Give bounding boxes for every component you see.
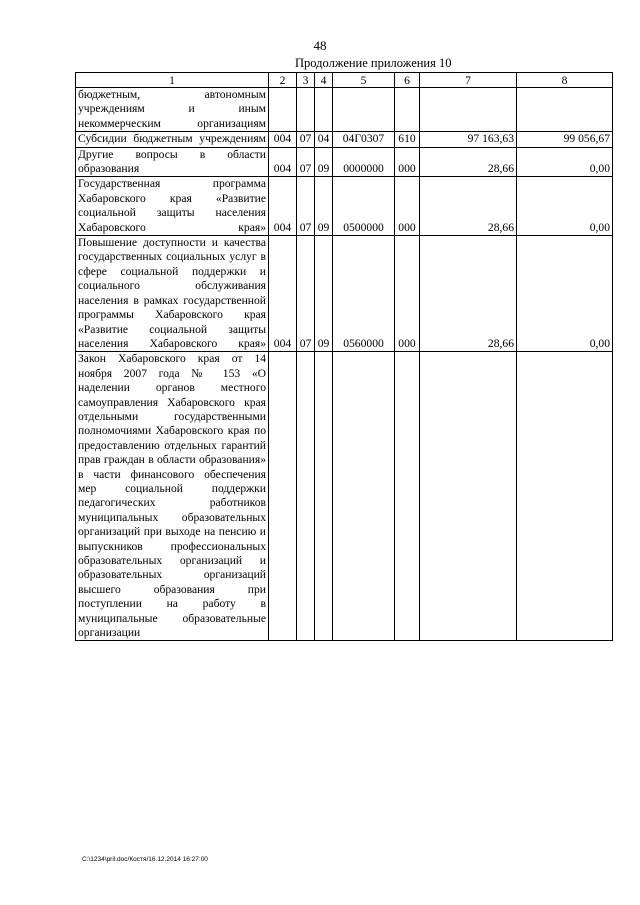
row-description: Государственная программа Хабаровского края «Развитие социальной защиты населения Хабаровского края» [76, 177, 269, 236]
cell-type: 000 [395, 177, 420, 236]
cell-amount-1: 28,66 [420, 177, 517, 236]
table-row [76, 177, 613, 236]
row-description: Другие вопросы в области образования [76, 147, 269, 177]
cell-target [333, 88, 395, 132]
cell-section: 07 [297, 132, 315, 147]
cell-subsection [315, 88, 333, 132]
cell-type: 000 [395, 147, 420, 177]
table-row [76, 147, 613, 177]
cell-amount-2 [517, 88, 613, 132]
table-row [76, 88, 613, 132]
cell-target: 0000000 [333, 147, 395, 177]
budget-table [75, 72, 613, 641]
cell-target: 0560000 [333, 236, 395, 352]
cell-amount-2: 0,00 [517, 177, 613, 236]
cell-type: 610 [395, 132, 420, 147]
cell-target [333, 352, 395, 641]
cell-amount-1: 28,66 [420, 236, 517, 352]
cell-subsection: 04 [315, 132, 333, 147]
page-number: 48 [313, 38, 327, 53]
cell-amount-1 [420, 352, 517, 641]
cell-code [269, 88, 297, 132]
cell-code: 004 [269, 236, 297, 352]
cell-amount-2: 99 056,67 [517, 132, 613, 147]
cell-amount-2: 0,00 [517, 236, 613, 352]
cell-amount-2 [517, 352, 613, 641]
table-subtitle: Продолжение приложения 10 [295, 56, 452, 70]
cell-amount-1 [420, 88, 517, 132]
cell-code: 004 [269, 177, 297, 236]
cell-amount-2: 0,00 [517, 147, 613, 177]
table-row [76, 236, 613, 352]
col-header-7: 7 [420, 73, 517, 88]
cell-section: 07 [297, 236, 315, 352]
cell-section [297, 352, 315, 641]
row-description: бюджетным, автономным учреждениям и иным некоммерческим организациям [76, 88, 269, 132]
col-header-8: 8 [517, 73, 613, 88]
col-header-5: 5 [333, 73, 395, 88]
row-description: Закон Хабаровского края от 14 ноября 2007 года № 153 «О наделении органов местного самоуправления Хабаровского края отдельными государственными полномочиями Хабаровского края по предоставлению отдельных гарантий прав граждан в области образования» в части финансового обеспечения мер социальной поддержки педагогических работников муниципальных образовательных организаций при выходе на пенсию и выпускников профессиональных образовательных организаций и образовательных организаций высшего образования при поступлении на работу в муниципальные образовательные организации [76, 352, 269, 641]
cell-subsection: 09 [315, 147, 333, 177]
cell-code [269, 352, 297, 641]
col-header-2: 2 [269, 73, 297, 88]
cell-section: 07 [297, 177, 315, 236]
cell-target: 04Г0307 [333, 132, 395, 147]
cell-section [297, 88, 315, 132]
cell-target: 0500000 [333, 177, 395, 236]
cell-type [395, 88, 420, 132]
cell-subsection: 09 [315, 236, 333, 352]
row-description: Субсидии бюджетным учреждениям [76, 132, 269, 147]
table-row [76, 132, 613, 147]
cell-amount-1: 28,66 [420, 147, 517, 177]
col-header-3: 3 [297, 73, 315, 88]
cell-type [395, 352, 420, 641]
cell-section: 07 [297, 147, 315, 177]
cell-subsection: 09 [315, 177, 333, 236]
col-header-4: 4 [315, 73, 333, 88]
file-path-footer: C:\1234\pril.doc/Костя/16.12.2014 16:27:00 [82, 856, 208, 863]
cell-code: 004 [269, 132, 297, 147]
cell-amount-1: 97 163,63 [420, 132, 517, 147]
row-description: Повышение доступности и качества государственных социальных услуг в сфере социальной поддержки и социального обслуживания населения в рамках государственной программы Хабаровского края «Развитие социальной защиты населения Хабаровского края» [76, 236, 269, 352]
cell-code: 004 [269, 147, 297, 177]
cell-subsection [315, 352, 333, 641]
cell-type: 000 [395, 236, 420, 352]
table-row [76, 352, 613, 641]
col-header-6: 6 [395, 73, 420, 88]
col-header-1: 1 [76, 73, 269, 88]
header-row [76, 73, 613, 88]
